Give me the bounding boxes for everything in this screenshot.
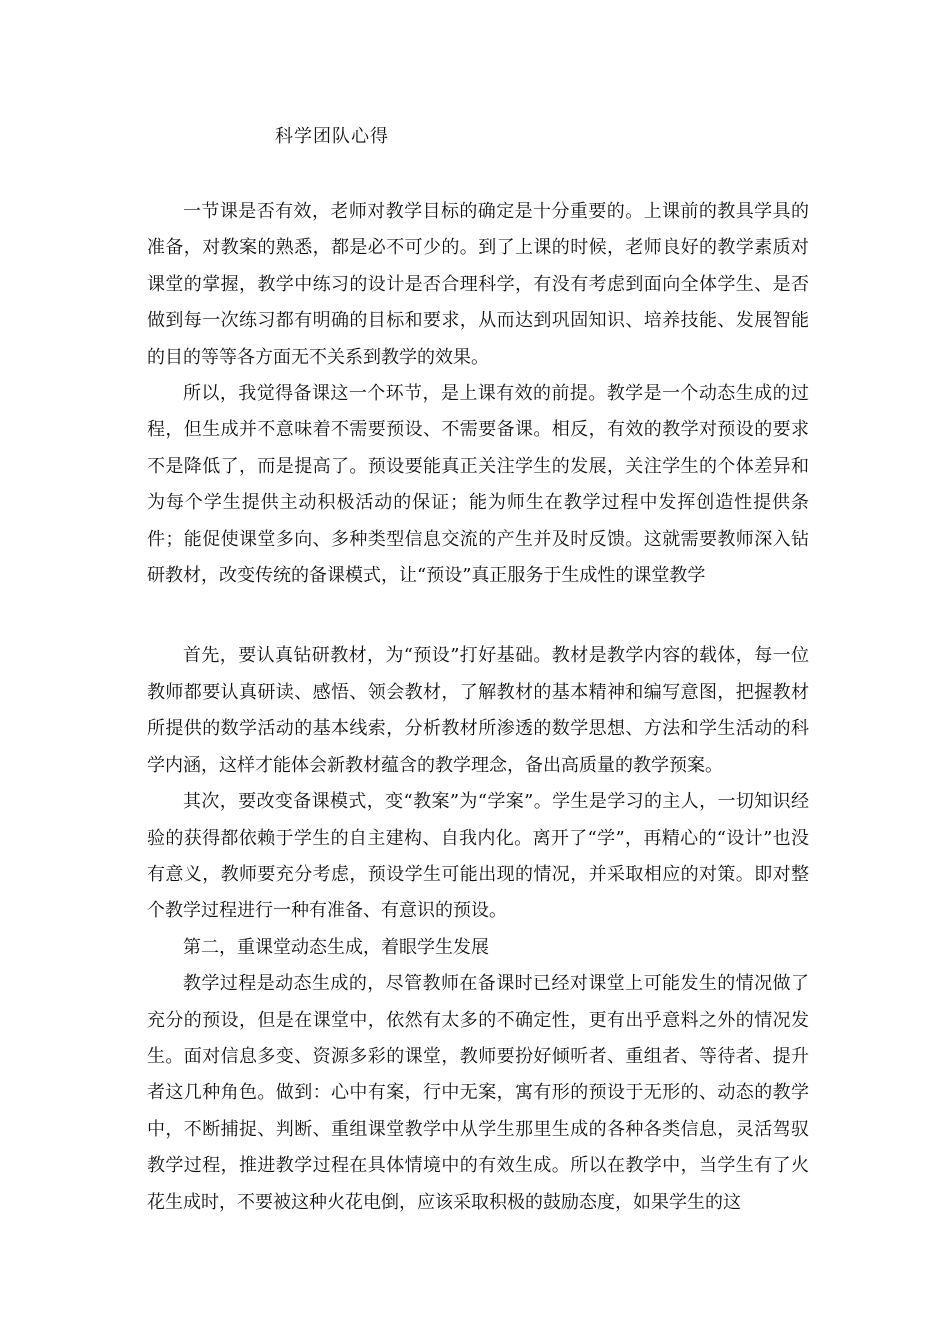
paragraph-4: 其次，要改变备课模式，变“教案”为“学案”。学生是学习的主人，一切知识经验的获得都依赖于学生的自主建构、自我内化。离开了“学”，再精心的“设计”也没有意义，教师要充分考虑，预设学生可能出现的情况，并采取相应的对策。即对整个教学过程进行一种有准备、有意识的预设。 (147, 791, 809, 922)
paragraph-3: 首先，要认真钻研教材，为“预设”打好基础。教材是教学内容的载体，每一位教师都要认真研读、感悟、领会教材，了解教材的基本精神和编写意图，把握教材所提供的数学活动的基本线索，分析教材所渗透的数学思想、方法和学生活动的科学内涵，这样才能体会新教材蕴含的教学理念，备出高质量的教学预案。 (147, 645, 809, 776)
document-title: 科学团队心得 (275, 126, 389, 147)
document-body (147, 194, 809, 1221)
paragraph-5: 教学过程是动态生成的，尽管教师在备课时已经对课堂上可能发生的情况做了充分的预设，但是在课堂中，依然有太多的不确定性，更有出乎意料之外的情况发生。面对信息多变、资源多彩的课堂，教师要扮好倾听者、重组者、等待者、提升者这几种角色。做到：心中有案，行中无案，寓有形的预设于无形的、动态的教学中，不断捕捉、判断、重组课堂教学中从学生那里生成的各种各类信息，灵活驾驭教学过程，推进教学过程在具体情境中的有效生成。所以在教学中，当学生有了火花生成时，不要被这种火花电倒，应该采取积极的鼓励态度，如果学生的这 (147, 973, 809, 1213)
paragraph-1: 一节课是否有效，老师对教学目标的确定是十分重要的。上课前的教具学具的准备，对教案的熟悉，都是必不可少的。到了上课的时候，老师良好的教学素质对课堂的掌握，教学中练习的设计是否合理科学，有没有考虑到面向全体学生、是否做到每一次练习都有明确的目标和要求，从而达到巩固知识、培养技能、发展智能的目的等等各方面无不关系到教学的效果。 (147, 201, 809, 368)
paragraph-gap (147, 594, 809, 638)
paragraph-2: 所以，我觉得备课这一个环节，是上课有效的前提。教学是一个动态生成的过程，但生成并不意味着不需要预设、不需要备课。相反，有效的教学对预设的要求不是降低了，而是提高了。预设要能真正关注学生的发展，关注学生的个体差异和为每个学生提供主动积极活动的保证；能为师生在教学过程中发挥创造性提供条件；能促使课堂多向、多种类型信息交流的产生并及时反馈。这就需要教师深入钻研教材，改变传统的备课模式，让“预设”真正服务于生成性的课堂教学 (147, 383, 809, 587)
section-heading-2: 第二，重课堂动态生成，着眼学生发展 (183, 936, 489, 958)
